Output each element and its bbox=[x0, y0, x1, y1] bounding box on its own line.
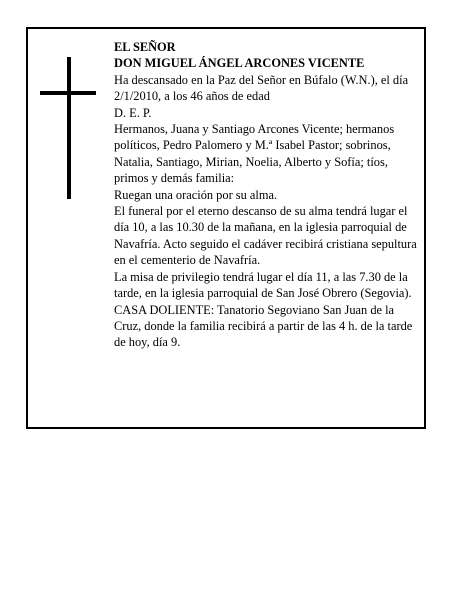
mourning-house-details: CASA DOLIENTE: Tanatorio Segoviano San Juan de la Cruz, donde la familia recibirá a partir de las 4 h. de la tarde de hoy, día 9. bbox=[114, 302, 413, 350]
prayer-request: Ruegan una oración por su alma. bbox=[114, 187, 278, 202]
rip-text: D. E. P. bbox=[114, 105, 152, 120]
latin-cross-icon bbox=[40, 57, 96, 199]
obituary-text bbox=[114, 39, 422, 351]
cross-horizontal-bar bbox=[40, 91, 96, 95]
death-statement: Ha descansado en la Paz del Señor en Búfalo (W.N.), el día 2/1/2010, a los 46 años de edad bbox=[114, 72, 409, 104]
obituary-notice bbox=[26, 27, 426, 429]
cross-vertical-bar bbox=[67, 57, 71, 199]
family-list: Hermanos, Juana y Santiago Arcones Vicente; hermanos políticos, Pedro Palomero y M.ª Isabel Pastor; sobrinos, Natalia, Santiago, Mirian, Noelia, Alberto y Sofía; tíos, primos y demás familia: bbox=[114, 122, 395, 186]
deceased-title: EL SEÑOR bbox=[114, 40, 176, 54]
deceased-name: DON MIGUEL ÁNGEL ARCONES VICENTE bbox=[114, 56, 365, 71]
funeral-details: El funeral por el eterno descanso de su alma tendrá lugar el día 10, a las 10.30 de la mañana, en la iglesia parroquial de Navafría. Acto seguido el cadáver recibirá cristiana sepultura en el cementerio de Navafría. bbox=[114, 204, 417, 268]
privilege-mass-details: La misa de privilegio tendrá lugar el día 11, a las 7.30 de la tarde, en la iglesia parroquial de San José Obrero (Segovia). bbox=[114, 269, 412, 301]
